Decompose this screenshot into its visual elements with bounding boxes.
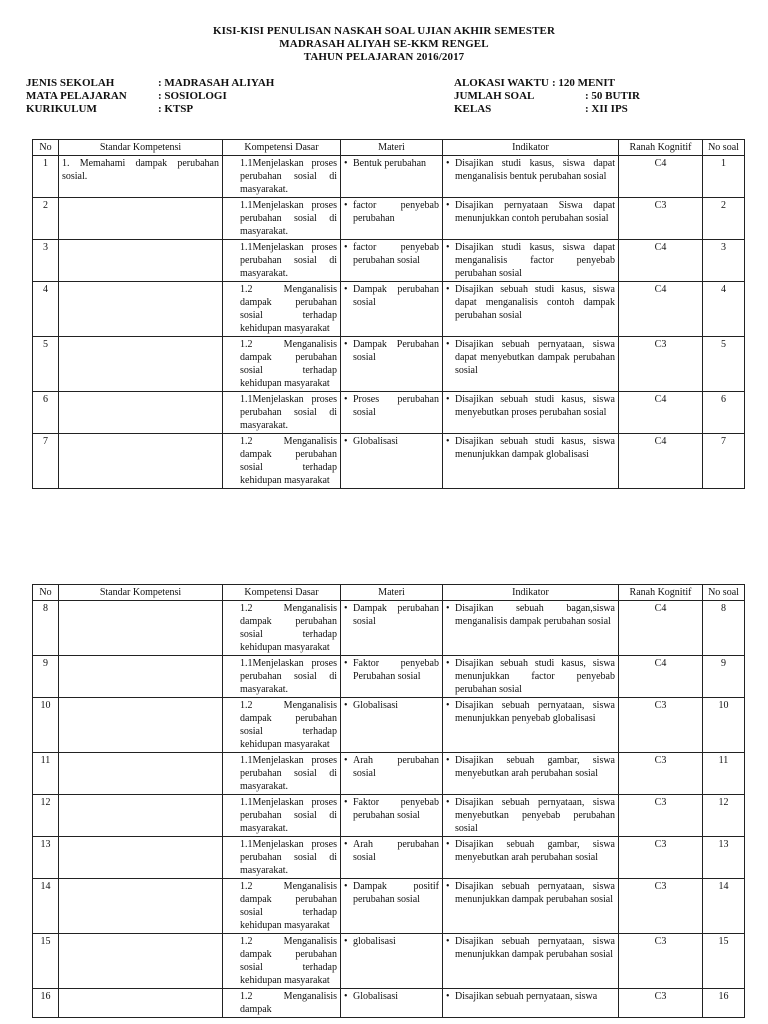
cell-no (33, 601, 59, 656)
cell-no-soal-text: 2 (721, 200, 726, 211)
cell-indikator-text: • Disajikan sebuah pernyataan, siswa menunjukkan penyebab globalisasi (446, 699, 615, 725)
cell-no-soal (703, 879, 745, 934)
cell-ranah-kognitif (619, 879, 703, 934)
cell-indikator-text: • Disajikan sebuah pernyataan, siswa menyebutkan penyebab perubahan sosial (446, 796, 615, 835)
cell-standar-kompetensi (59, 601, 223, 656)
cell-materi (341, 434, 443, 489)
cell-no-soal (703, 934, 745, 989)
cell-no (33, 989, 59, 1018)
cell-ranah-kognitif-text: C3 (654, 991, 667, 1002)
cell-no-soal (703, 282, 745, 337)
cell-indikator (443, 337, 619, 392)
cell-ranah-kognitif (619, 392, 703, 434)
table-row (33, 198, 745, 240)
cell-indikator (443, 795, 619, 837)
cell-materi-text: • Arah perubahan sosial (344, 838, 439, 864)
cell-materi-text: • Dampak perubahan sosial (344, 602, 439, 628)
table-row (33, 795, 745, 837)
cell-materi (341, 656, 443, 698)
cell-no-text: 9 (43, 658, 48, 669)
cell-ranah-kognitif-text: C4 (654, 242, 667, 253)
cell-standar-kompetensi (59, 337, 223, 392)
cell-indikator (443, 753, 619, 795)
table-row (33, 934, 745, 989)
cell-materi-text: • Faktor penyebab Perubahan sosial (344, 657, 439, 683)
col-header-standar-kompetensi: Standar Kompetensi (59, 585, 223, 601)
cell-kompetensi-dasar-text: 1.2 Menganalisis dampak perubahan sosial terhadap kehidupan masyarakat (240, 339, 337, 389)
col-header-standar-kompetensi: Standar Kompetensi (59, 140, 223, 156)
jenis-sekolah-label: JENIS SEKOLAH (26, 77, 115, 89)
cell-materi (341, 392, 443, 434)
cell-ranah-kognitif-text: C3 (654, 755, 667, 766)
table-row (33, 656, 745, 698)
cell-kompetensi-dasar (223, 156, 341, 198)
cell-materi-text: • Dampak perubahan sosial (344, 283, 439, 309)
cell-kompetensi-dasar-text: 1.1Menjelaskan proses perubahan sosial di masyarakat. (240, 839, 337, 876)
cell-kompetensi-dasar-text: 1.1Menjelaskan proses perubahan sosial di masyarakat. (240, 242, 337, 279)
cell-kompetensi-dasar-text: 1.2 Menganalisis dampak perubahan sosial terhadap kehidupan masyarakat (240, 936, 337, 986)
cell-ranah-kognitif (619, 837, 703, 879)
cell-no-soal (703, 656, 745, 698)
cell-materi (341, 934, 443, 989)
cell-kompetensi-dasar (223, 795, 341, 837)
cell-ranah-kognitif (619, 198, 703, 240)
cell-materi (341, 795, 443, 837)
cell-kompetensi-dasar-text: 1.1Menjelaskan proses perubahan sosial di masyarakat. (240, 394, 337, 431)
cell-materi-text: • globalisasi (344, 935, 439, 948)
cell-materi (341, 601, 443, 656)
cell-ranah-kognitif-text: C3 (654, 839, 667, 850)
cell-kompetensi-dasar (223, 434, 341, 489)
table-row (33, 282, 745, 337)
cell-no (33, 282, 59, 337)
cell-indikator-text: • Disajikan sebuah studi kasus, siswa menunjukkan factor penyebab perubahan sosial (446, 657, 615, 696)
cell-kompetensi-dasar (223, 989, 341, 1018)
cell-no-soal-text: 3 (721, 242, 726, 253)
cell-no-soal (703, 601, 745, 656)
cell-indikator (443, 601, 619, 656)
cell-indikator (443, 934, 619, 989)
cell-indikator-text: • Disajikan sebuah pernyataan, siswa (446, 990, 615, 1003)
cell-ranah-kognitif-text: C4 (654, 284, 667, 295)
cell-indikator-text: • Disajikan sebuah gambar, siswa menyebutkan arah perubahan sosial (446, 754, 615, 780)
cell-kompetensi-dasar (223, 601, 341, 656)
cell-ranah-kognitif-text: C3 (654, 881, 667, 892)
cell-ranah-kognitif (619, 434, 703, 489)
cell-no (33, 198, 59, 240)
cell-no-soal-text: 13 (718, 839, 729, 850)
cell-indikator (443, 240, 619, 282)
cell-no-text: 1 (43, 158, 48, 169)
cell-no-text: 7 (43, 436, 48, 447)
cell-no (33, 879, 59, 934)
mata-pelajaran-label: MATA PELAJARAN (26, 90, 127, 102)
cell-materi (341, 282, 443, 337)
cell-no-text: 14 (40, 881, 51, 892)
col-header-no: No (33, 140, 59, 156)
cell-ranah-kognitif-text: C4 (654, 158, 667, 169)
cell-no-soal (703, 337, 745, 392)
table-row (33, 989, 745, 1018)
cell-ranah-kognitif (619, 656, 703, 698)
cell-materi (341, 337, 443, 392)
cell-standar-kompetensi (59, 198, 223, 240)
cell-no-soal-text: 16 (718, 991, 729, 1002)
table-row (33, 240, 745, 282)
cell-standar-kompetensi (59, 753, 223, 795)
cell-ranah-kognitif (619, 601, 703, 656)
cell-no (33, 837, 59, 879)
cell-indikator (443, 698, 619, 753)
cell-no-soal-text: 5 (721, 339, 726, 350)
cell-no-text: 13 (40, 839, 51, 850)
cell-standar-kompetensi (59, 837, 223, 879)
cell-materi (341, 156, 443, 198)
col-header-no-soal: No soal (703, 140, 745, 156)
doc-subtitle-school: MADRASAH ALIYAH SE-KKM RENGEL (279, 38, 489, 50)
cell-no (33, 656, 59, 698)
cell-ranah-kognitif-text: C4 (654, 436, 667, 447)
cell-ranah-kognitif-text: C4 (654, 658, 667, 669)
cell-materi-text: • Dampak Perubahan sosial (344, 338, 439, 364)
cell-standar-kompetensi (59, 698, 223, 753)
cell-no (33, 795, 59, 837)
cell-indikator (443, 989, 619, 1018)
cell-no-soal (703, 753, 745, 795)
cell-kompetensi-dasar-text: 1.1Menjelaskan proses perubahan sosial di masyarakat. (240, 158, 337, 195)
cell-materi-text: • Arah perubahan sosial (344, 754, 439, 780)
cell-kompetensi-dasar-text: 1.2 Menganalisis dampak perubahan sosial terhadap kehidupan masyarakat (240, 284, 337, 334)
cell-no (33, 698, 59, 753)
cell-indikator-text: • Disajikan sebuah gambar, siswa menyebutkan arah perubahan sosial (446, 838, 615, 864)
cell-kompetensi-dasar (223, 837, 341, 879)
cell-no-soal-text: 7 (721, 436, 726, 447)
cell-no (33, 156, 59, 198)
col-header-indikator: Indikator (443, 140, 619, 156)
cell-no-soal (703, 434, 745, 489)
table-row (33, 434, 745, 489)
cell-kompetensi-dasar (223, 934, 341, 989)
kelas-label: KELAS (454, 103, 492, 115)
cell-kompetensi-dasar (223, 337, 341, 392)
col-header-indikator: Indikator (443, 585, 619, 601)
cell-kompetensi-dasar (223, 656, 341, 698)
cell-standar-kompetensi (59, 879, 223, 934)
cell-no-soal (703, 698, 745, 753)
cell-materi (341, 837, 443, 879)
cell-materi (341, 240, 443, 282)
cell-materi (341, 879, 443, 934)
cell-no-text: 3 (43, 242, 48, 253)
cell-materi-text: • Faktor penyebab perubahan sosial (344, 796, 439, 822)
table-row (33, 837, 745, 879)
cell-kompetensi-dasar-text: 1.1Menjelaskan proses perubahan sosial di masyarakat. (240, 200, 337, 237)
cell-indikator-text: • Disajikan sebuah studi kasus, siswa menyebutkan proses perubahan sosial (446, 393, 615, 419)
cell-ranah-kognitif-text: C3 (654, 936, 667, 947)
cell-indikator-text: • Disajikan sebuah pernyataan, siswa menunjukkan dampak perubahan sosial (446, 935, 615, 961)
cell-indikator-text: • Disajikan sebuah bagan,siswa menganalisis dampak perubahan sosial (446, 602, 615, 628)
cell-no-soal-text: 1 (721, 158, 726, 169)
cell-ranah-kognitif (619, 698, 703, 753)
alokasi-waktu-value: : 120 MENIT (552, 77, 615, 89)
cell-no-soal-text: 4 (721, 284, 726, 295)
cell-indikator (443, 837, 619, 879)
cell-materi-text: • Globalisasi (344, 435, 439, 448)
cell-ranah-kognitif (619, 282, 703, 337)
cell-standar-kompetensi (59, 795, 223, 837)
col-header-no-soal: No soal (703, 585, 745, 601)
cell-no-text: 5 (43, 339, 48, 350)
cell-kompetensi-dasar (223, 392, 341, 434)
cell-standar-kompetensi (59, 282, 223, 337)
kurikulum-label: KURIKULUM (26, 103, 97, 115)
mata-pelajaran-value: : SOSIOLOGI (158, 90, 227, 102)
cell-indikator (443, 282, 619, 337)
doc-title: KISI-KISI PENULISAN NASKAH SOAL UJIAN AKHIR SEMESTER (212, 25, 555, 37)
cell-kompetensi-dasar (223, 698, 341, 753)
cell-materi-text: • factor penyebab perubahan (344, 199, 439, 225)
jumlah-soal-value: : 50 BUTIR (585, 90, 641, 102)
cell-kompetensi-dasar-text: 1.2 Menganalisis dampak perubahan sosial terhadap kehidupan masyarakat (240, 603, 337, 653)
cell-no-soal (703, 989, 745, 1018)
cell-no-soal-text: 12 (718, 797, 729, 808)
alokasi-waktu-label: ALOKASI WAKTU (454, 77, 549, 89)
cell-no-soal-text: 6 (721, 394, 726, 405)
cell-ranah-kognitif-text: C3 (654, 200, 667, 211)
cell-indikator (443, 434, 619, 489)
cell-kompetensi-dasar-text: 1.2 Menganalisis dampak perubahan sosial terhadap kehidupan masyarakat (240, 436, 337, 486)
cell-no-text: 15 (40, 936, 51, 947)
cell-materi (341, 698, 443, 753)
table-row (33, 601, 745, 656)
kisi-kisi-table-1 (32, 139, 745, 489)
cell-ranah-kognitif (619, 156, 703, 198)
table-header-row (33, 585, 745, 601)
cell-no (33, 934, 59, 989)
cell-no-soal-text: 11 (718, 755, 729, 766)
cell-kompetensi-dasar (223, 879, 341, 934)
cell-indikator (443, 879, 619, 934)
cell-indikator (443, 656, 619, 698)
cell-no-text: 2 (43, 200, 48, 211)
cell-no-text: 16 (40, 991, 51, 1002)
cell-kompetensi-dasar (223, 198, 341, 240)
kisi-kisi-table-2 (32, 584, 745, 1018)
cell-no-soal (703, 392, 745, 434)
cell-standar-kompetensi-text: 1. Memahami dampak perubahan sosial. (62, 158, 219, 182)
cell-standar-kompetensi (59, 240, 223, 282)
col-header-ranah-kognitif: Ranah Kognitif (619, 585, 703, 601)
cell-no-text: 12 (40, 797, 51, 808)
cell-kompetensi-dasar-text: 1.2 Menganalisis dampak perubahan sosial terhadap kehidupan masyarakat (240, 700, 337, 750)
table-row (33, 392, 745, 434)
cell-materi-text: • factor penyebab perubahan sosial (344, 241, 439, 267)
kurikulum-value: : KTSP (158, 103, 194, 115)
cell-materi (341, 198, 443, 240)
cell-no-soal-text: 9 (721, 658, 726, 669)
cell-indikator-text: • Disajikan sebuah studi kasus, siswa menunjukkan dampak globalisasi (446, 435, 615, 461)
cell-no-text: 8 (43, 603, 48, 614)
cell-kompetensi-dasar-text: 1.1Menjelaskan proses perubahan sosial di masyarakat. (240, 658, 337, 695)
cell-indikator-text: • Disajikan sebuah pernyataan, siswa menunjukkan dampak perubahan sosial (446, 880, 615, 906)
cell-ranah-kognitif (619, 337, 703, 392)
cell-kompetensi-dasar-text: 1.1Menjelaskan proses perubahan sosial di masyarakat. (240, 797, 337, 834)
cell-indikator-text: • Disajikan sebuah studi kasus, siswa dapat menganalisis contoh dampak perubahan sosial (446, 283, 615, 322)
cell-no (33, 434, 59, 489)
cell-indikator (443, 392, 619, 434)
cell-materi-text: • Dampak positif perubahan sosial (344, 880, 439, 906)
cell-no (33, 337, 59, 392)
cell-ranah-kognitif-text: C3 (654, 339, 667, 350)
cell-no-soal (703, 198, 745, 240)
cell-indikator (443, 156, 619, 198)
cell-no (33, 240, 59, 282)
cell-kompetensi-dasar-text: 1.2 Menganalisis dampak perubahan sosial terhadap kehidupan masyarakat (240, 881, 337, 931)
cell-indikator-text: • Disajikan studi kasus, siswa dapat menganalisis bentuk perubahan sosial (446, 157, 615, 183)
cell-materi (341, 989, 443, 1018)
col-header-no: No (33, 585, 59, 601)
cell-ranah-kognitif (619, 753, 703, 795)
table-row (33, 337, 745, 392)
cell-materi-text: • Proses perubahan sosial (344, 393, 439, 419)
table-row (33, 698, 745, 753)
cell-ranah-kognitif (619, 795, 703, 837)
cell-indikator-text: • Disajikan studi kasus, siswa dapat menganalisis factor penyebab perubahan sosial (446, 241, 615, 280)
cell-standar-kompetensi (59, 934, 223, 989)
cell-indikator-text: • Disajikan sebuah pernyataan, siswa dapat menyebutkan dampak perubahan sosial (446, 338, 615, 377)
cell-materi-text: • Globalisasi (344, 699, 439, 712)
cell-materi-text: • Globalisasi (344, 990, 439, 1003)
kelas-value: : XII IPS (585, 103, 628, 115)
cell-standar-kompetensi (59, 656, 223, 698)
col-header-kompetensi-dasar: Kompetensi Dasar (223, 140, 341, 156)
cell-no-soal (703, 795, 745, 837)
cell-indikator (443, 198, 619, 240)
cell-ranah-kognitif (619, 240, 703, 282)
cell-ranah-kognitif-text: C4 (654, 603, 667, 614)
cell-no-text: 4 (43, 284, 48, 295)
cell-materi-text: • Bentuk perubahan (344, 157, 439, 170)
cell-no (33, 753, 59, 795)
jumlah-soal-label: JUMLAH SOAL (454, 90, 535, 102)
cell-ranah-kognitif-text: C3 (654, 797, 667, 808)
cell-ranah-kognitif (619, 989, 703, 1018)
cell-materi (341, 753, 443, 795)
cell-ranah-kognitif (619, 934, 703, 989)
cell-no-soal (703, 837, 745, 879)
col-header-ranah-kognitif: Ranah Kognitif (619, 140, 703, 156)
doc-subtitle-year: TAHUN PELAJARAN 2016/2017 (303, 51, 465, 63)
cell-kompetensi-dasar (223, 282, 341, 337)
col-header-materi: Materi (341, 140, 443, 156)
col-header-kompetensi-dasar: Kompetensi Dasar (223, 585, 341, 601)
cell-ranah-kognitif-text: C4 (654, 394, 667, 405)
cell-kompetensi-dasar-text: 1.1Menjelaskan proses perubahan sosial di masyarakat. (240, 755, 337, 792)
cell-no (33, 392, 59, 434)
cell-standar-kompetensi (59, 392, 223, 434)
cell-kompetensi-dasar-text: 1.2 Menganalisis dampak (240, 991, 337, 1015)
cell-no-soal-text: 14 (718, 881, 729, 892)
cell-standar-kompetensi (59, 434, 223, 489)
cell-ranah-kognitif-text: C3 (654, 700, 667, 711)
cell-no-text: 11 (40, 755, 51, 766)
cell-no-text: 6 (43, 394, 48, 405)
cell-kompetensi-dasar (223, 753, 341, 795)
cell-no-text: 10 (40, 700, 51, 711)
table-row (33, 879, 745, 934)
cell-standar-kompetensi (59, 989, 223, 1018)
cell-no-soal (703, 156, 745, 198)
table-row (33, 156, 745, 198)
cell-no-soal-text: 8 (721, 603, 726, 614)
col-header-materi: Materi (341, 585, 443, 601)
cell-standar-kompetensi (59, 156, 223, 198)
cell-indikator-text: • Disajikan pernyataan Siswa dapat menunjukkan contoh perubahan sosial (446, 199, 615, 225)
cell-no-soal-text: 10 (718, 700, 729, 711)
table-header-row (33, 140, 745, 156)
cell-no-soal-text: 15 (718, 936, 729, 947)
cell-kompetensi-dasar (223, 240, 341, 282)
jenis-sekolah-value: : MADRASAH ALIYAH (158, 77, 275, 89)
cell-no-soal (703, 240, 745, 282)
table-row (33, 753, 745, 795)
